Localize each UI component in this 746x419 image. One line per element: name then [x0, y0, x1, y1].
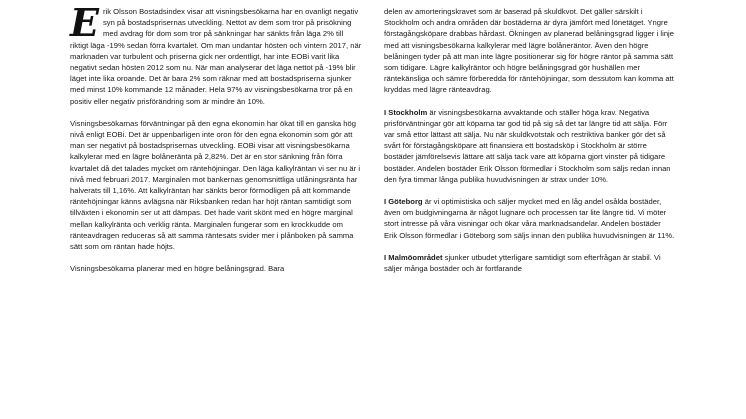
intro-paragraph [70, 0, 362, 107]
drop-cap: E [70, 0, 99, 45]
left-column [70, 0, 362, 285]
stockholm-heading: I Stockholm [384, 107, 428, 117]
stockholm-text: är visningsbesökarna avvaktande och ställer höga krav. Negativa prisförväntningar gör att köparna tar god tid på sig så det tar längre tid att sälja. Förr var små ettor lättast att sälja. Nu när skuldkvotstak och restriktiva banker gör det så svårt för förstagångsköpare att finansiera ett bostadsköp i Stockholm är större bostäder jämförelsevis lättare att sälja tack vare att köparna gjort vinster på tidigare bostäder. Andelen bostäder Erik Olsson förmedlar i Stockholm som säljs redan innan den fyra timmar långa publika huvudvisningen är strax under 10%. [384, 107, 671, 184]
malmo-text: sjunker utbudet ytterligare samtidigt som efterfrågan är stabil. Vi säljer många bostäder och är fortfarande [384, 252, 661, 274]
leverage-paragraph: Visningsbesökarna planerar med en högre belåningsgrad. Bara [70, 264, 285, 274]
goteborg-paragraph [384, 196, 676, 241]
malmo-heading: I Malmöområdet [384, 252, 443, 262]
right-column [384, 6, 676, 285]
goteborg-heading: I Göteborg [384, 197, 423, 207]
malmo-paragraph [384, 252, 676, 274]
economy-paragraph: Visningsbesökarnas förväntningar på den egna ekonomin har ökat till en ganska hög nivå enligt EOBi. Det är uppenbarligen inte oron för den egna ekonomin som gör att man ser negativt på bostadsprisernas utveckling. EOBi visar att visningsbesökarna kalkylerar med en lägre bolåneränta på 2,82%. Det är en stor sänkning från förra kvartalet då det talades mycket om räntehöjningar. Den läga kalkylräntan vi ser nu är i nivå med februari 2017. Marginalen mot bankernas genomsnittliga utlåningsränta har halverats till 1,16%. Att kalkylräntan har sänkts beror förmodligen på att kommande räntehöjningar känns avlägsna när Riksbanken redan har höjt räntan samtidigt som tillväxten i ekonomin ser ut att dämpas. Det hade varit skönt med en högre marginal mellan kalkylränta och verklig ränta. Marginalen fungerar som en krockkudde om ränteavdragen reduceras så att samma räntesats svider mer i plånboken på samma sätt som om räntan hade höjts. [70, 118, 361, 252]
amortization-paragraph: delen av amorteringskravet som är baserad på skuldkvot. Det gäller särskilt i Stockholm och andra områden där bostäderna är dyra jämfört med lönetäget. Yngre förstagångsköpare drabbas hårdast. Ökningen av planerad belåningsgrad ligger i linje med att visningsbesökarna kalkylerar med lägre bolåneräntor. Även den högre belåningen tyder på att man inte lägre positionerar sig för högre räntor på samma sätt som tidigare. Lägre kalkylräntor och högre belåningsgrad gör hushällen mer räntekänsliga och sämre förberedda för räntehöjningar, som dessutom kan komma att kryddas med lägre ränteavdrag. [384, 7, 675, 95]
stockholm-paragraph [384, 107, 676, 185]
goteborg-text: är vi optimistiska och säljer mycket med en låg andel osålda bostäder, även om budgivningarna är något lugnare och processen tar lite längre tid. Vi möter stort intresse på våra visningar och ökar våra marknadsandelar. Andelen bostäder Erik Olsson förmedlar i Göteborg som säljs innan den publika huvudvisningen är 11%. [384, 197, 675, 240]
intro-text: rik Olsson Bostadsindex visar att visningsbesökarna har en ovanligt negativ syn på bostadsprisernas utveckling. Nettot av dem som tror på prisökning med avdrag för dom som tror på sänkningar har sänkts från läga 2% till riktigt läga -19% sedan förra kvartalet. Om man undantar hösten och vintern 2017, när marknaden var turbulent och priserna gick ner ordentligt, har inte EOBi varit lika negativt sedan hösten 2012 som nu. När man analyserar det läga nettot på -19% blir läget inte lika oroande. Det är bara 2% som räknar med att bostadspriserna sjunker med minst 10% kommande 12 månader. Hela 97% av visningsbesökarna tror på en positiv eller negativ prisförändring som är mindre än 10%. [70, 7, 362, 106]
